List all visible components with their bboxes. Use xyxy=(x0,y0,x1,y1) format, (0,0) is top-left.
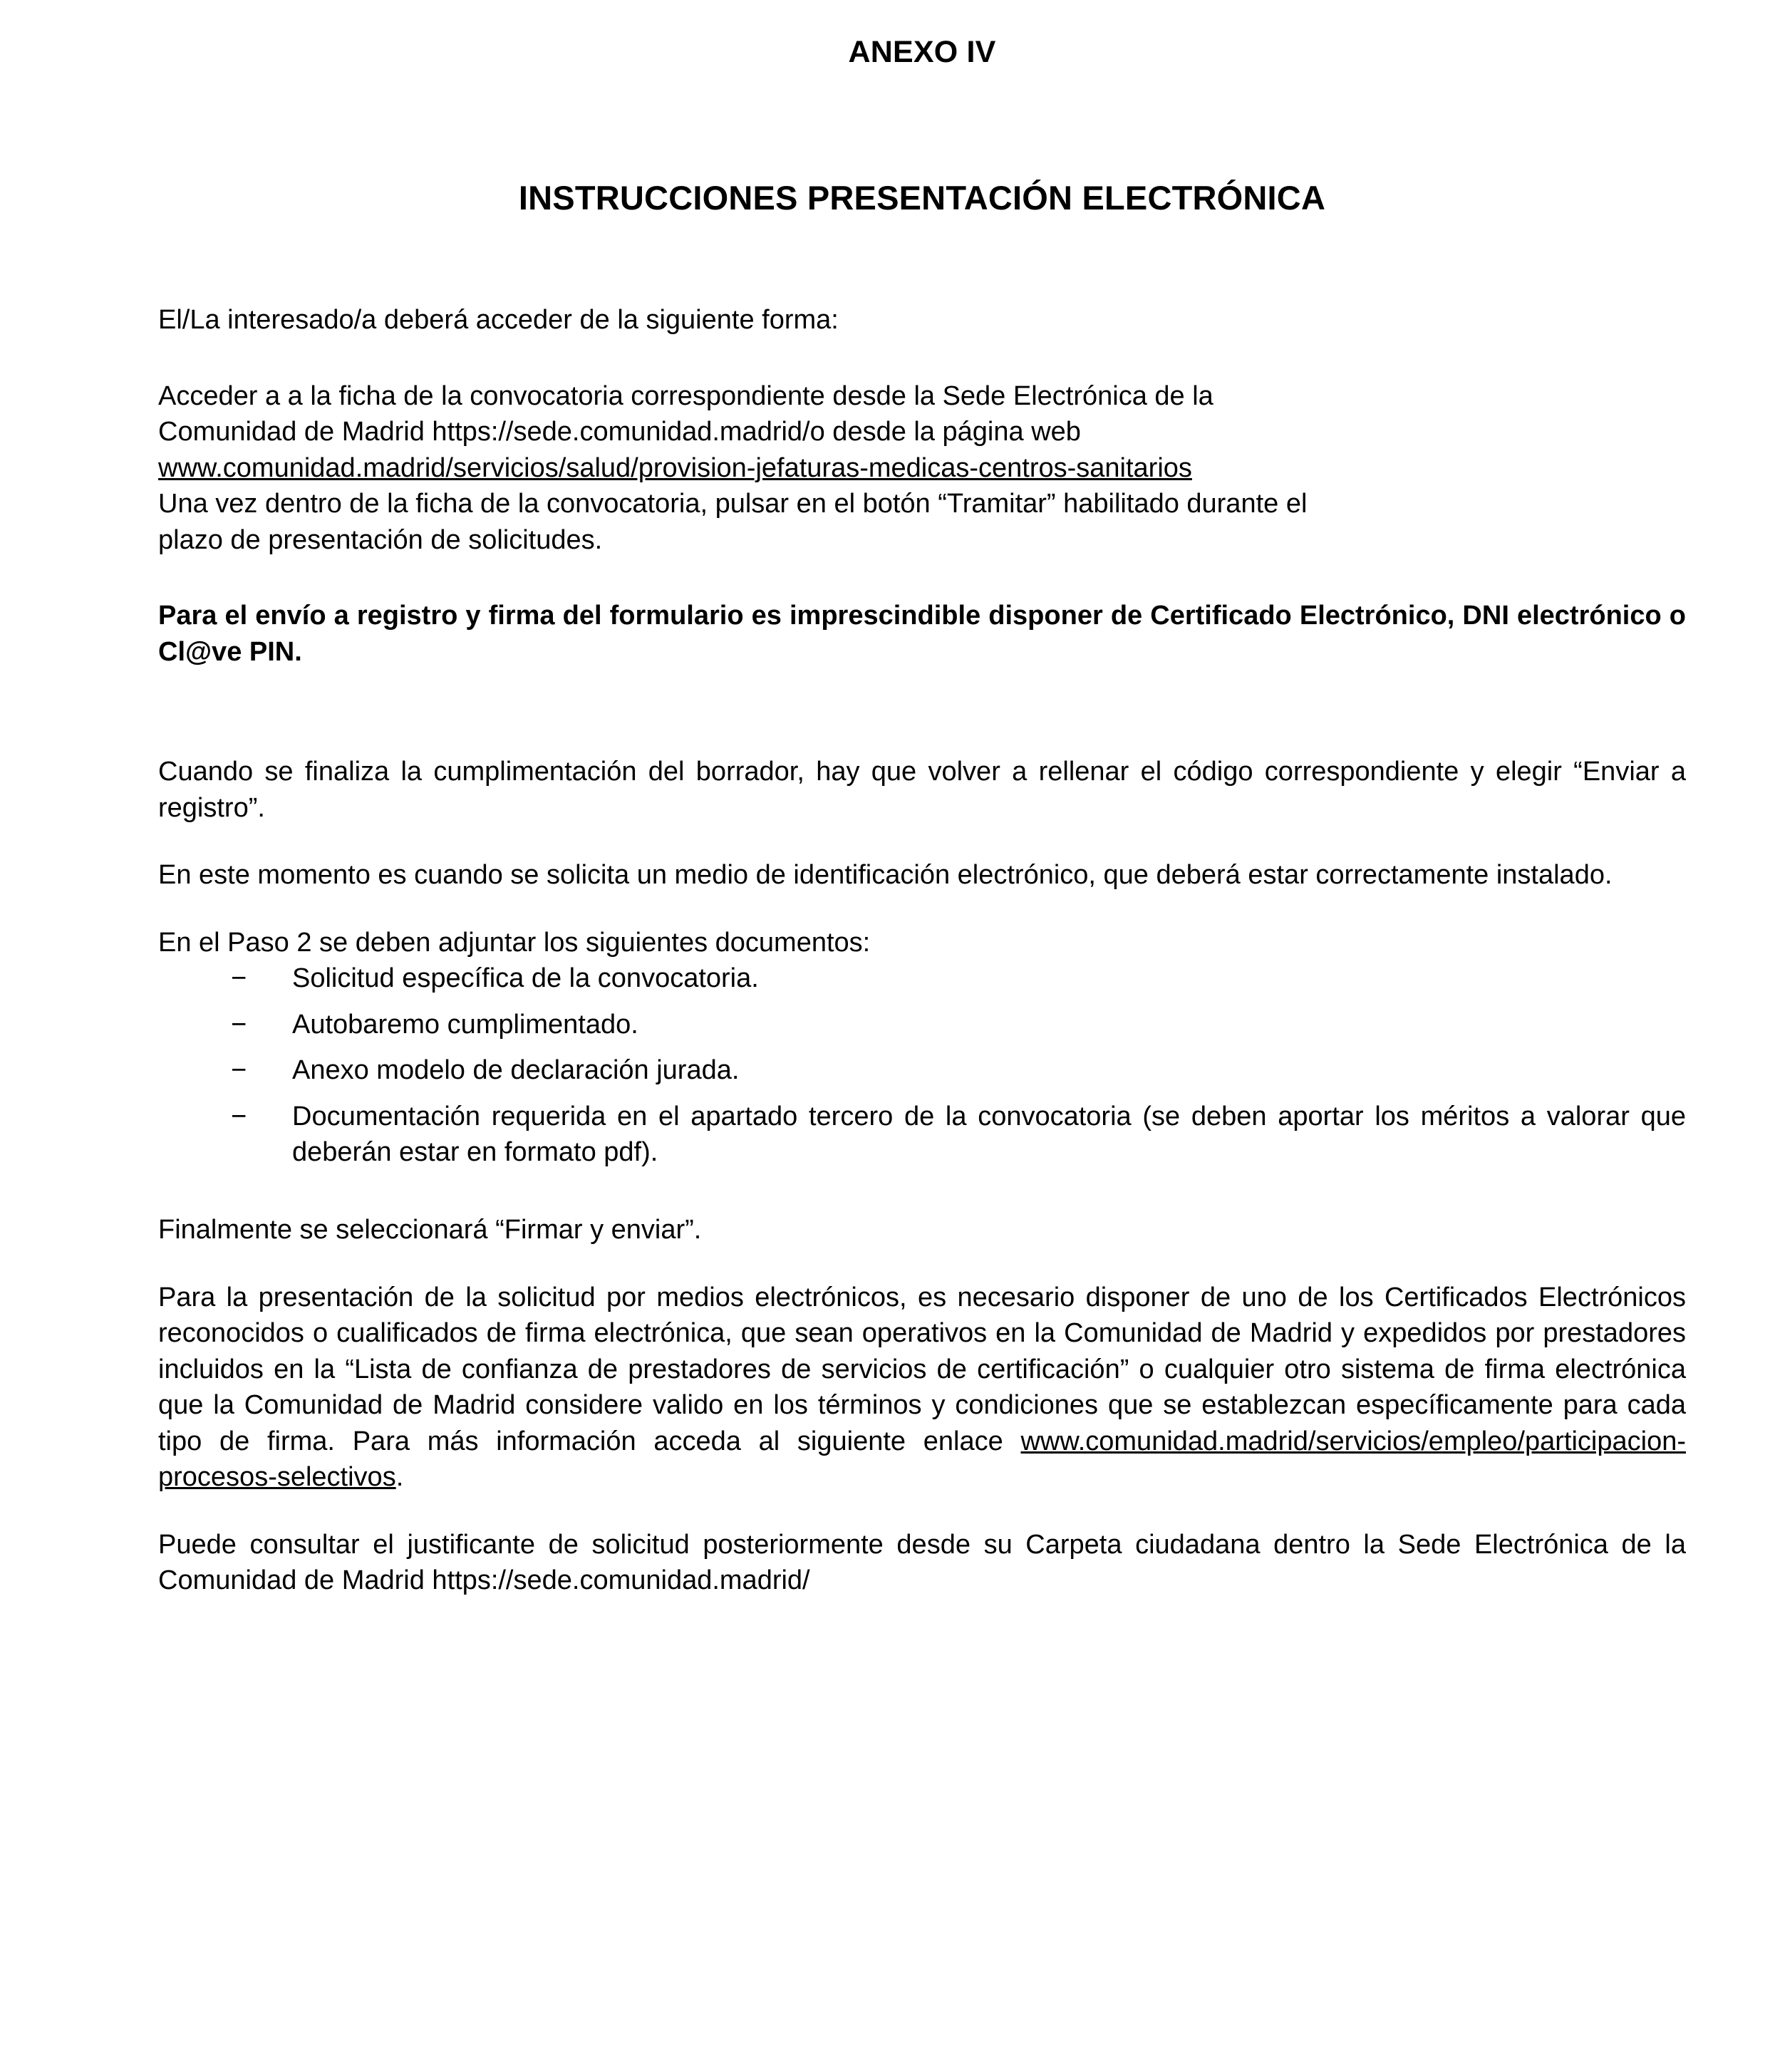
spacer xyxy=(158,1248,1686,1280)
certificates-text: Para la presentación de la solicitud por medios electrónicos, es necesario disponer de uno de los Certificados Electrónicos reconocidos o cualificados de firma electrónica, que sean operativos en la Comunidad de Madrid y expedidos por prestadores incluidos en la “Lista de confianza de prestadores de servicios de certificación” o cualquier otro sistema de firma electrónica que la Comunidad de Madrid considere valido en los términos y condiciones que se establezcan específicamente para cada tipo de firma. Para más información acceda al siguiente enlace xyxy=(158,1282,1686,1456)
spacer xyxy=(158,558,1686,598)
spacer xyxy=(158,670,1686,754)
spacer xyxy=(158,218,1686,302)
spacer xyxy=(158,1181,1686,1212)
dash-bullet-icon: − xyxy=(231,1009,247,1040)
convocatoria-link[interactable]: www.comunidad.madrid/servicios/salud/provision-jefaturas-medicas-centros-sanitarios xyxy=(158,452,1192,483)
access-line-4: plazo de presentación de solicitudes. xyxy=(158,524,603,555)
list-item-label: Solicitud específica de la convocatoria. xyxy=(292,963,759,994)
page-title: ANEXO IV xyxy=(848,35,996,69)
spacer xyxy=(158,893,1686,925)
list-item-label: Autobaremo cumplimentado. xyxy=(292,1009,638,1040)
list-item xyxy=(231,1007,1686,1043)
list-item-label: Anexo modelo de declaración jurada. xyxy=(292,1055,740,1086)
access-line-2: Comunidad de Madrid https://sede.comunidad.madrid/o desde la página web xyxy=(158,417,1081,447)
draft-paragraph: Cuando se finaliza la cumplimentación del borrador, hay que volver a rellenar el código correspondiente y elegir “Enviar a registro”. xyxy=(158,757,1686,823)
certificate-requirement-notice: Para el envío a registro y firma del formulario es imprescindible disponer de Certificado Electrónico, DNI electrónico o Cl@ve PIN. xyxy=(158,601,1686,667)
spacer xyxy=(158,338,1686,378)
list-item-label: Documentación requerida en el apartado tercero de la convocatoria (se deben aportar los méritos a valorar que deberán estar en formato pdf). xyxy=(292,1101,1686,1168)
dash-bullet-icon: − xyxy=(231,963,247,994)
intro-paragraph: El/La interesado/a deberá acceder de la siguiente forma: xyxy=(158,304,839,335)
identification-paragraph: En este momento es cuando se solicita un medio de identificación electrónico, que deberá estar correctamente instalado. xyxy=(158,860,1613,891)
list-item xyxy=(231,1099,1686,1171)
document-subtitle: INSTRUCCIONES PRESENTACIÓN ELECTRÓNICA xyxy=(518,178,1326,217)
dash-bullet-icon: − xyxy=(231,1101,247,1131)
procesos-selectivos-link[interactable]: www.comunidad.madrid/servicios/empleo/participacion-procesos-selectivos xyxy=(158,1426,1686,1493)
documents-list xyxy=(158,960,1686,1171)
final-step-paragraph: Finalmente se seleccionará “Firmar y enviar”. xyxy=(158,1215,702,1245)
access-line-3: Una vez dentro de la ficha de la convocatoria, pulsar en el botón “Tramitar” habilitado durante el xyxy=(158,489,1308,519)
access-line-1: Acceder a a la ficha de la convocatoria correspondiente desde la Sede Electrónica de la xyxy=(158,380,1213,411)
receipt-paragraph: Puede consultar el justificante de solicitud posteriormente desde su Carpeta ciudadana dentro la Sede Electrónica de la Comunidad de Madrid https://sede.comunidad.madrid/ xyxy=(158,1529,1686,1596)
list-item xyxy=(231,960,1686,997)
step2-intro-paragraph: En el Paso 2 se deben adjuntar los siguientes documentos: xyxy=(158,927,871,958)
dash-bullet-icon: − xyxy=(231,1055,247,1086)
certificates-period: . xyxy=(395,1462,404,1493)
list-item xyxy=(231,1052,1686,1089)
spacer xyxy=(158,1496,1686,1527)
spacer xyxy=(158,826,1686,857)
certificates-paragraph xyxy=(158,1280,1686,1496)
access-instructions-block xyxy=(158,378,1686,559)
